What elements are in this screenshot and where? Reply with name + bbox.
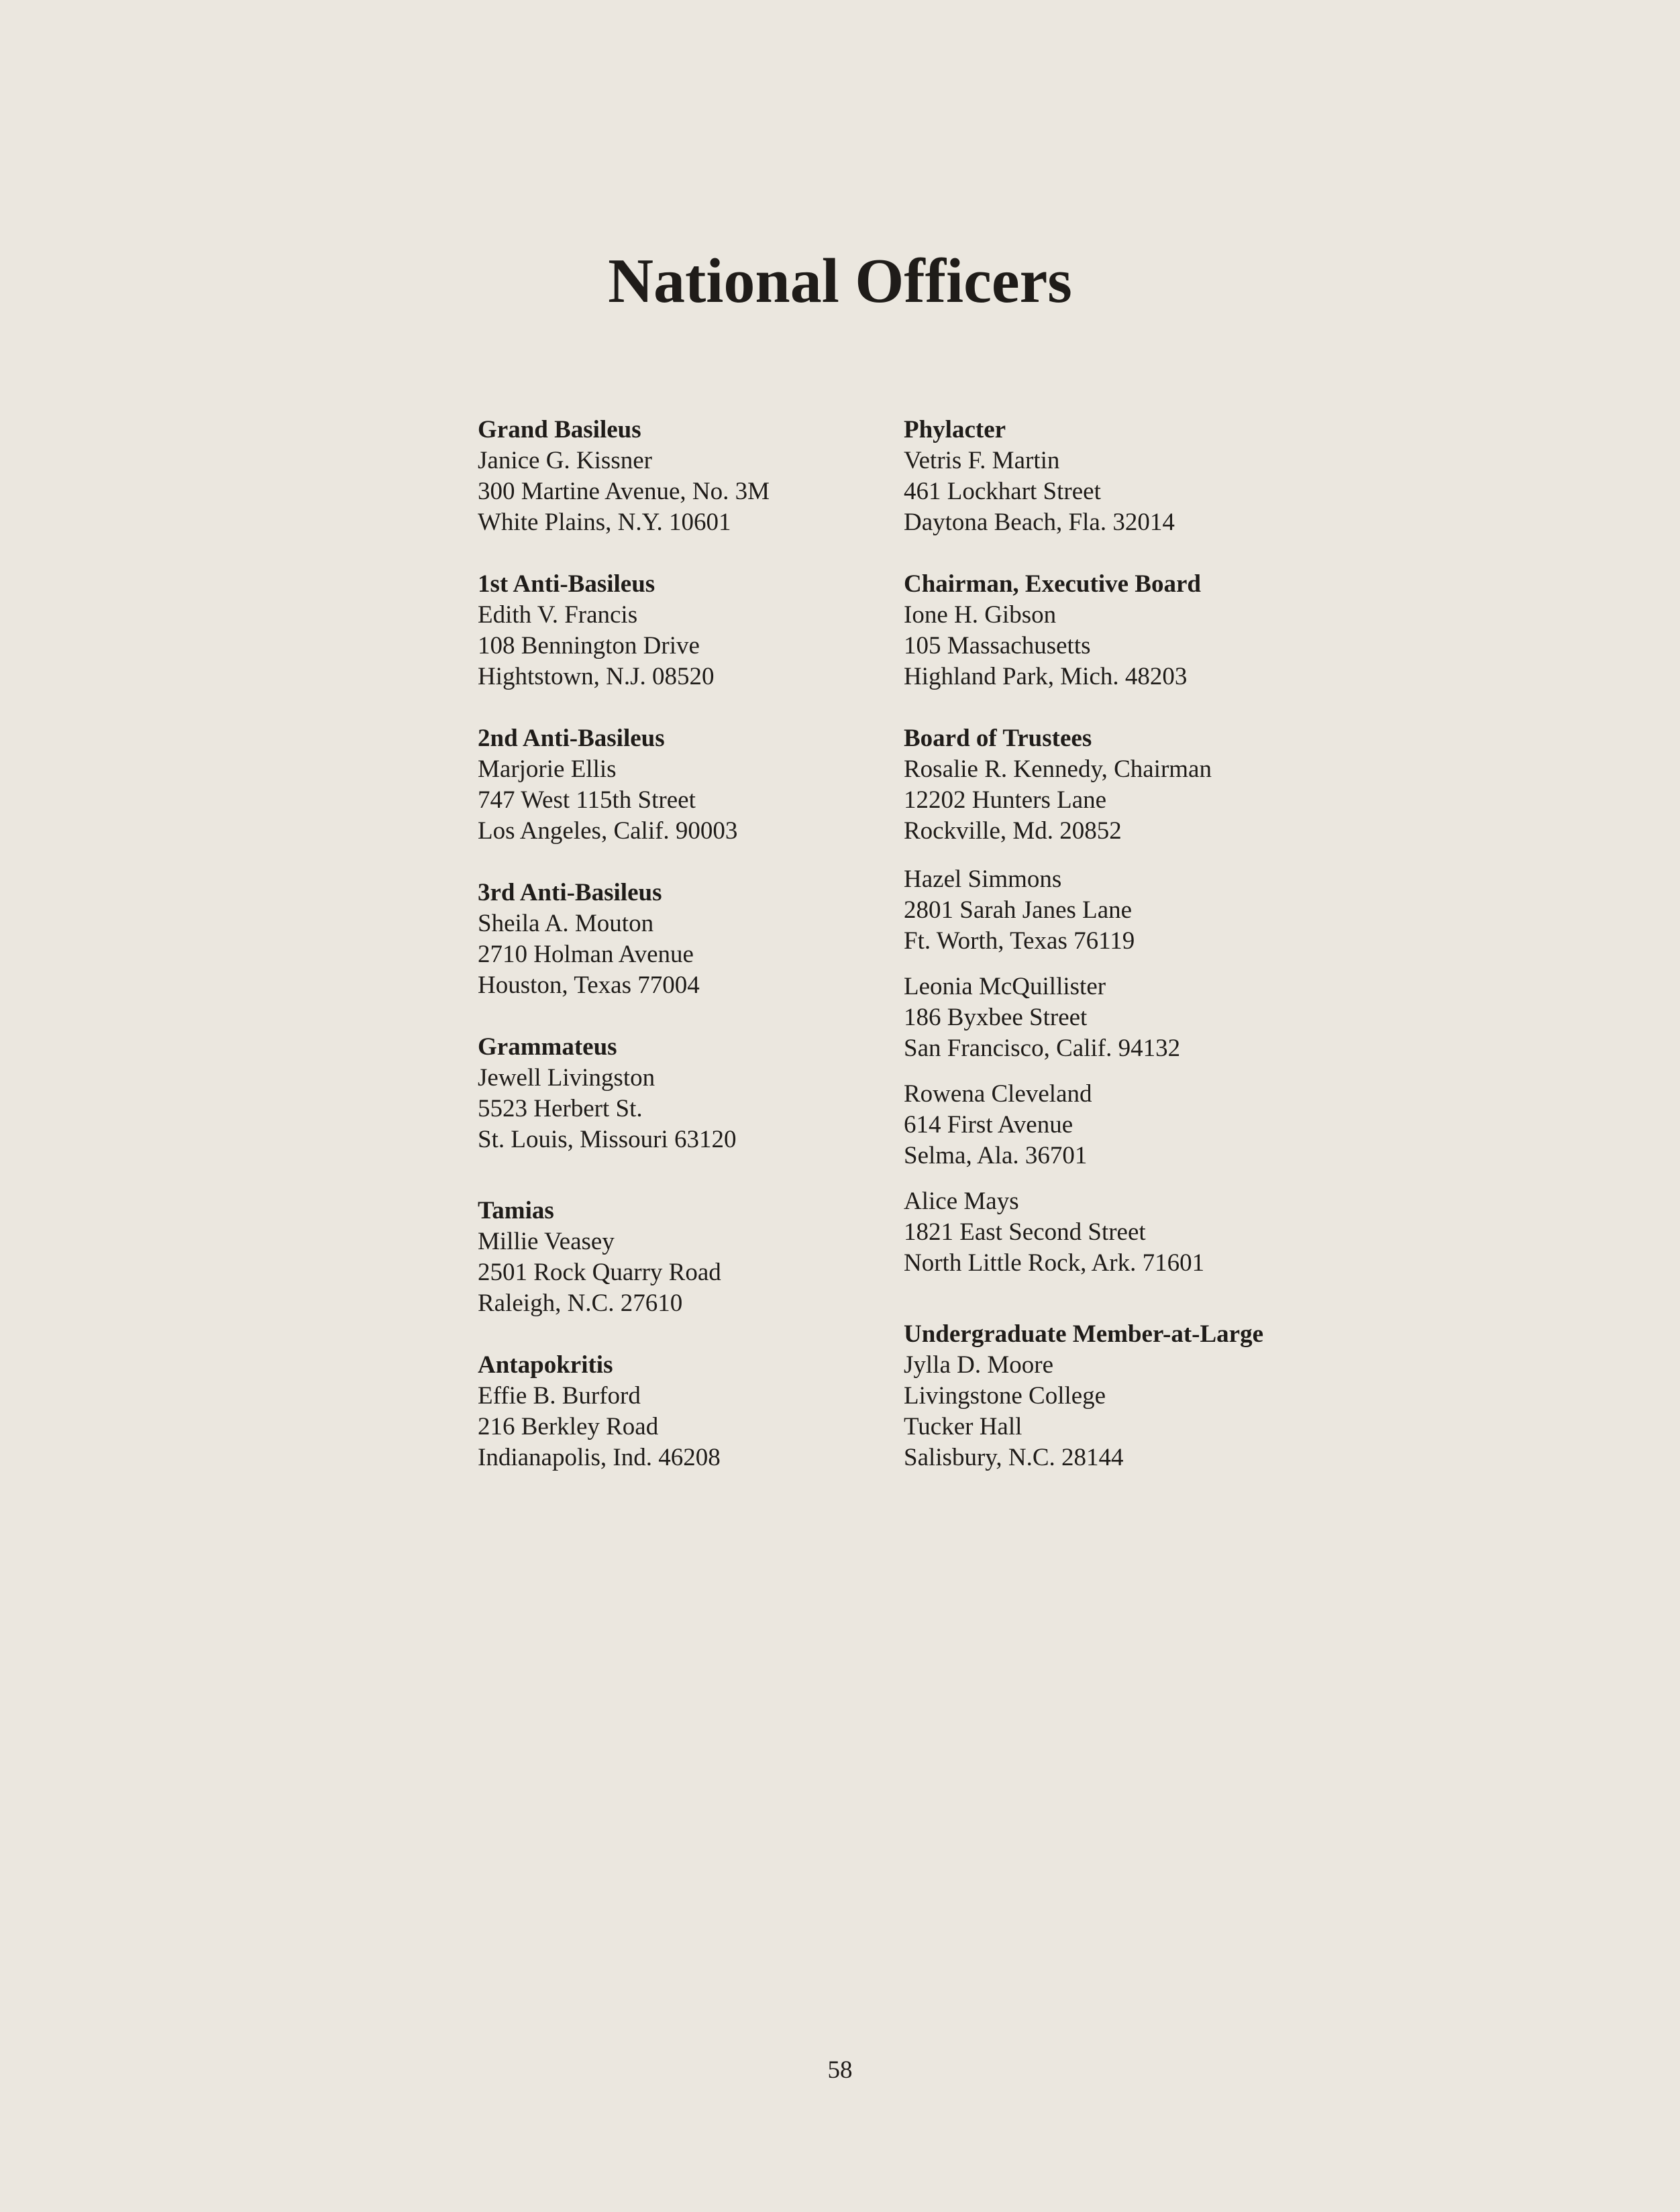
officer-city: White Plains, N.Y. 10601 xyxy=(478,509,731,536)
officer-city: Los Angeles, Calif. 90003 xyxy=(478,817,738,845)
officer-entry-tamias xyxy=(478,1196,880,1319)
officer-address: 186 Byxbee Street xyxy=(904,1004,1088,1031)
officer-name: Marjorie Ellis xyxy=(478,755,617,783)
officer-name: Jylla D. Moore xyxy=(904,1351,1053,1379)
officer-address: 461 Lockhart Street xyxy=(904,478,1101,505)
officer-role: 2nd Anti-Basileus xyxy=(478,725,665,752)
officer-role: Grand Basileus xyxy=(478,416,641,443)
officer-city: North Little Rock, Ark. 71601 xyxy=(904,1249,1205,1277)
officer-name: Janice G. Kissner xyxy=(478,447,652,474)
officer-role: Grammateus xyxy=(478,1033,617,1061)
officer-address: 747 West 115th Street xyxy=(478,786,696,814)
officer-city: Ft. Worth, Texas 76119 xyxy=(904,927,1135,955)
officer-entry-1st-anti-basileus xyxy=(478,569,880,692)
officer-address: 300 Martine Avenue, No. 3M xyxy=(478,478,770,505)
officer-name: Hazel Simmons xyxy=(904,865,1062,893)
officer-role: 3rd Anti-Basileus xyxy=(478,879,662,906)
officer-city: Daytona Beach, Fla. 32014 xyxy=(904,509,1175,536)
trustee-entry xyxy=(904,1186,1373,1279)
officer-city: Hightstown, N.J. 08520 xyxy=(478,663,715,690)
officer-address: 2710 Holman Avenue xyxy=(478,941,694,968)
officer-address: 105 Massachusetts xyxy=(904,632,1091,660)
officer-address: 1821 East Second Street xyxy=(904,1218,1146,1246)
officer-name: Sheila A. Mouton xyxy=(478,910,654,937)
officer-name: Leonia McQuillister xyxy=(904,973,1106,1000)
officer-role: Phylacter xyxy=(904,416,1006,443)
page-title: National Officers xyxy=(608,246,1072,316)
officer-entry-grammateus xyxy=(478,1032,880,1155)
officer-entry-2nd-anti-basileus xyxy=(478,723,880,847)
officer-role: Antapokritis xyxy=(478,1351,613,1379)
officer-city: Raleigh, N.C. 27610 xyxy=(478,1289,683,1317)
officer-role: Chairman, Executive Board xyxy=(904,570,1201,598)
officer-city: Selma, Ala. 36701 xyxy=(904,1142,1088,1169)
officer-entry-chairman-executive-board xyxy=(904,569,1373,692)
trustee-entry xyxy=(904,971,1373,1064)
officer-institution: Livingstone College xyxy=(904,1382,1106,1410)
officer-name: Rowena Cleveland xyxy=(904,1080,1092,1108)
officer-name: Vetris F. Martin xyxy=(904,447,1060,474)
officer-address: 108 Bennington Drive xyxy=(478,632,700,660)
officer-city: Houston, Texas 77004 xyxy=(478,971,700,999)
officer-address: 12202 Hunters Lane xyxy=(904,786,1107,814)
trustee-entry xyxy=(904,864,1373,957)
officer-address: 614 First Avenue xyxy=(904,1111,1073,1139)
officer-city: Rockville, Md. 20852 xyxy=(904,817,1122,845)
officer-city: San Francisco, Calif. 94132 xyxy=(904,1035,1181,1062)
officer-city: Indianapolis, Ind. 46208 xyxy=(478,1444,721,1471)
officer-address: 2801 Sarah Janes Lane xyxy=(904,896,1133,924)
officer-name: Ione H. Gibson xyxy=(904,601,1057,629)
officer-name: Alice Mays xyxy=(904,1188,1019,1215)
officer-name: Effie B. Burford xyxy=(478,1382,641,1410)
officer-entry-antapokritis xyxy=(478,1350,880,1473)
officer-role: Board of Trustees xyxy=(904,725,1092,752)
officer-address: 2501 Rock Quarry Road xyxy=(478,1259,721,1286)
officer-address: Tucker Hall xyxy=(904,1413,1022,1440)
officer-entry-phylacter xyxy=(904,415,1373,538)
officer-city: Highland Park, Mich. 48203 xyxy=(904,663,1188,690)
officer-city: St. Louis, Missouri 63120 xyxy=(478,1126,737,1153)
officer-role: 1st Anti-Basileus xyxy=(478,570,655,598)
officer-address: 216 Berkley Road xyxy=(478,1413,659,1440)
page-number: 58 xyxy=(827,2056,853,2084)
officer-name: Millie Veasey xyxy=(478,1228,615,1255)
trustee-entry xyxy=(904,1079,1373,1171)
officer-entry-grand-basileus xyxy=(478,415,880,538)
officer-name: Edith V. Francis xyxy=(478,601,638,629)
officer-role: Tamias xyxy=(478,1197,554,1224)
officer-city: Salisbury, N.C. 28144 xyxy=(904,1444,1124,1471)
officer-entry-undergraduate-member-at-large xyxy=(904,1319,1373,1473)
officer-address: 5523 Herbert St. xyxy=(478,1095,643,1122)
officer-entry-3rd-anti-basileus xyxy=(478,878,880,1001)
officer-name: Jewell Livingston xyxy=(478,1064,655,1092)
officer-role: Undergraduate Member-at-Large xyxy=(904,1320,1263,1348)
officer-name: Rosalie R. Kennedy, Chairman xyxy=(904,755,1212,783)
officer-entry-board-of-trustees xyxy=(904,723,1373,847)
